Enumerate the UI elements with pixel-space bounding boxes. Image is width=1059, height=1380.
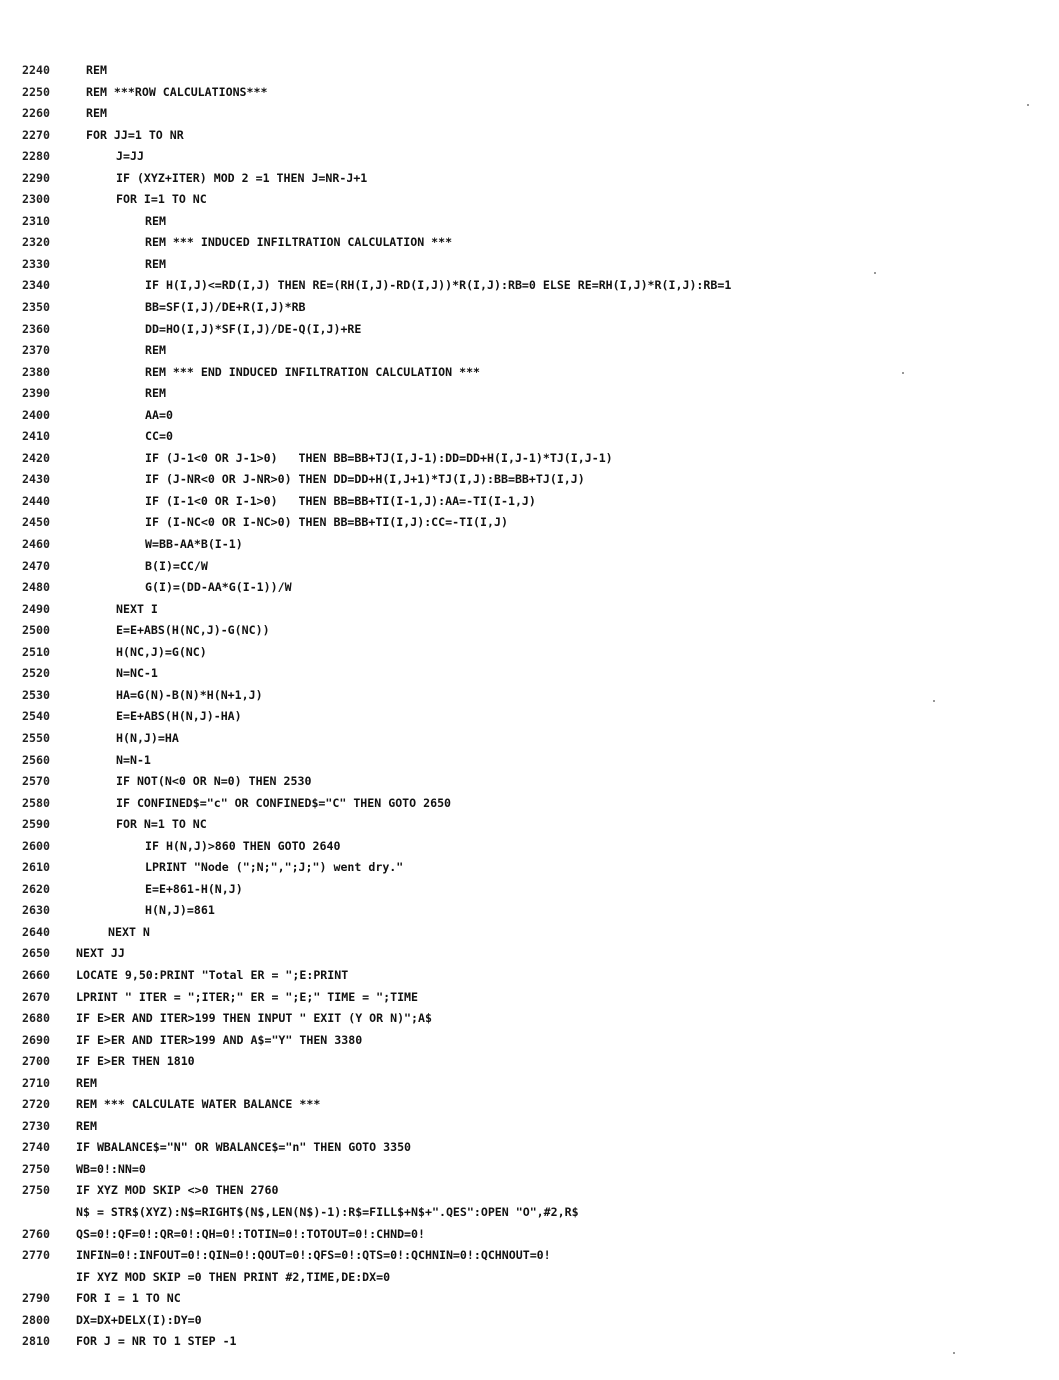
line-number: 2330 <box>22 256 50 271</box>
code-line <box>0 1008 1059 1030</box>
code-line <box>0 771 1059 793</box>
line-number: 2540 <box>22 709 50 724</box>
line-number: 2700 <box>22 1054 50 1069</box>
code-text: FOR I=1 TO NC <box>116 192 207 207</box>
code-text: IF WBALANCE$="N" OR WBALANCE$="n" THEN GOTO 3350 <box>76 1140 412 1155</box>
line-number: 2600 <box>22 838 50 853</box>
code-text: IF H(N,J)>860 THEN GOTO 2640 <box>145 838 341 853</box>
code-text: E=E+861-H(N,J) <box>145 881 243 896</box>
line-number: 2240 <box>22 63 50 77</box>
code-line <box>0 1051 1059 1073</box>
line-number: 2610 <box>22 860 50 875</box>
line-number: 2740 <box>22 1140 50 1155</box>
code-text: IF NOT(N<0 OR N=0) THEN 2530 <box>116 774 312 789</box>
code-line <box>0 663 1059 685</box>
code-text: REM <box>86 63 107 77</box>
code-text: NEXT I <box>116 601 158 616</box>
scan-speck <box>1027 104 1029 106</box>
code-line <box>0 275 1059 297</box>
line-number: 2420 <box>22 450 50 465</box>
line-number: 2800 <box>22 1312 50 1327</box>
code-text: CC=0 <box>145 429 173 444</box>
code-text: IF E>ER AND ITER>199 THEN INPUT " EXIT (Y OR N)";A$ <box>76 1011 432 1026</box>
code-line <box>0 836 1059 858</box>
code-line <box>0 620 1059 642</box>
code-line <box>0 900 1059 922</box>
code-line <box>0 1073 1059 1095</box>
line-number: 2570 <box>22 774 50 789</box>
code-text: IF E>ER AND ITER>199 AND A$="Y" THEN 3380 <box>76 1032 363 1047</box>
line-number: 2430 <box>22 472 50 487</box>
code-text: IF (XYZ+ITER) MOD 2 =1 THEN J=NR-J+1 <box>116 170 368 185</box>
code-text: E=E+ABS(H(N,J)-HA) <box>116 709 242 724</box>
line-number: 2810 <box>22 1334 50 1349</box>
code-line <box>0 1030 1059 1052</box>
line-number: 2450 <box>22 515 50 530</box>
code-line <box>0 556 1059 578</box>
line-number: 2660 <box>22 967 50 982</box>
line-number: 2300 <box>22 192 50 207</box>
line-number: 2670 <box>22 989 50 1004</box>
code-text: J=JJ <box>116 149 144 164</box>
code-listing <box>0 60 1059 1353</box>
code-line <box>0 254 1059 276</box>
line-number: 2290 <box>22 170 50 185</box>
line-number: 2510 <box>22 644 50 659</box>
code-text: N$ = STR$(XYZ):N$=RIGHT$(N$,LEN(N$)-1):R$=FILL$+N$+".QES":OPEN "O",#2,R$ <box>76 1204 579 1219</box>
code-text: REM <box>145 343 166 358</box>
code-text: QS=0!:QF=0!:QR=0!:QH=0!:TOTIN=0!:TOTOUT=0!:CHND=0! <box>76 1226 426 1241</box>
line-number: 2630 <box>22 903 50 918</box>
code-line <box>0 340 1059 362</box>
line-number: 2370 <box>22 343 50 358</box>
code-line <box>0 599 1059 621</box>
line-number: 2380 <box>22 364 50 379</box>
scan-speck <box>933 700 935 702</box>
code-line <box>0 1331 1059 1353</box>
code-line <box>0 297 1059 319</box>
code-line <box>0 1224 1059 1246</box>
code-text: REM <box>145 213 166 228</box>
code-line <box>0 469 1059 491</box>
code-text: INFIN=0!:INFOUT=0!:QIN=0!:QOUT=0!:QFS=0!:QTS=0!:QCHNIN=0!:QCHNOUT=0! <box>76 1248 551 1263</box>
code-text: FOR N=1 TO NC <box>116 817 207 832</box>
code-text: NEXT JJ <box>76 946 125 961</box>
code-text: WB=0!:NN=0 <box>76 1161 146 1176</box>
code-line <box>0 879 1059 901</box>
line-number: 2470 <box>22 558 50 573</box>
code-text: FOR J = NR TO 1 STEP -1 <box>76 1334 237 1349</box>
line-number: 2550 <box>22 730 50 745</box>
line-number: 2250 <box>22 84 50 99</box>
line-number: 2530 <box>22 687 50 702</box>
line-number: 2400 <box>22 407 50 422</box>
code-text: IF CONFINED$="c" OR CONFINED$="C" THEN GOTO 2650 <box>116 795 452 810</box>
line-number: 2640 <box>22 924 50 939</box>
code-text: E=E+ABS(H(NC,J)-G(NC)) <box>116 623 270 638</box>
code-text: B(I)=CC/W <box>145 558 208 573</box>
code-line <box>0 448 1059 470</box>
code-text: AA=0 <box>145 407 173 422</box>
code-text: H(N,J)=HA <box>116 730 179 745</box>
code-line <box>0 1180 1059 1202</box>
scan-speck <box>874 272 876 274</box>
scan-speck <box>902 372 904 374</box>
line-number: 2320 <box>22 235 50 250</box>
code-line <box>0 814 1059 836</box>
line-number: 2560 <box>22 752 50 767</box>
code-line <box>0 1288 1059 1310</box>
line-number: 2520 <box>22 666 50 681</box>
code-text: NEXT N <box>108 924 150 939</box>
code-line <box>0 943 1059 965</box>
line-number: 2680 <box>22 1011 50 1026</box>
code-line <box>0 211 1059 233</box>
code-line <box>0 103 1059 125</box>
code-text: LPRINT "Node (";N;",";J;") went dry." <box>145 860 404 875</box>
line-number: 2270 <box>22 127 50 142</box>
code-line <box>0 512 1059 534</box>
code-line <box>0 383 1059 405</box>
code-text: REM <box>76 1118 97 1133</box>
code-text: H(N,J)=861 <box>145 903 215 918</box>
line-number: 2750 <box>22 1183 50 1198</box>
line-number: 2500 <box>22 623 50 638</box>
code-line <box>0 750 1059 772</box>
code-text: N=NC-1 <box>116 666 158 681</box>
code-line <box>0 577 1059 599</box>
code-line <box>0 922 1059 944</box>
code-line <box>0 491 1059 513</box>
line-number: 2620 <box>22 881 50 896</box>
code-line <box>0 534 1059 556</box>
code-text: REM <box>86 106 107 121</box>
code-line <box>0 82 1059 104</box>
code-line <box>0 426 1059 448</box>
line-number: 2580 <box>22 795 50 810</box>
line-number: 2390 <box>22 386 50 401</box>
code-text: REM <box>145 256 166 271</box>
code-line <box>0 168 1059 190</box>
code-text: DD=HO(I,J)*SF(I,J)/DE-Q(I,J)+RE <box>145 321 362 336</box>
line-number: 2710 <box>22 1075 50 1090</box>
line-number: 2650 <box>22 946 50 961</box>
code-text: IF XYZ MOD SKIP =0 THEN PRINT #2,TIME,DE:DX=0 <box>76 1269 391 1284</box>
code-text: REM *** CALCULATE WATER BALANCE *** <box>76 1097 321 1112</box>
code-text: REM *** END INDUCED INFILTRATION CALCULATION *** <box>145 364 481 379</box>
line-number: 2770 <box>22 1248 50 1263</box>
code-text: G(I)=(DD-AA*G(I-1))/W <box>145 580 292 595</box>
code-line <box>0 728 1059 750</box>
code-line <box>0 362 1059 384</box>
code-text: W=BB-AA*B(I-1) <box>145 537 243 552</box>
code-line <box>0 642 1059 664</box>
line-number: 2260 <box>22 106 50 121</box>
code-text: H(NC,J)=G(NC) <box>116 644 207 659</box>
line-number: 2350 <box>22 300 50 315</box>
code-line <box>0 857 1059 879</box>
code-text: DX=DX+DELX(I):DY=0 <box>76 1312 202 1327</box>
line-number: 2590 <box>22 817 50 832</box>
code-line <box>0 125 1059 147</box>
code-text: BB=SF(I,J)/DE+R(I,J)*RB <box>145 300 306 315</box>
line-number: 2440 <box>22 493 50 508</box>
code-text: IF XYZ MOD SKIP <>0 THEN 2760 <box>76 1183 279 1198</box>
code-text: REM <box>145 386 166 401</box>
code-line <box>0 1267 1059 1289</box>
code-line <box>0 319 1059 341</box>
line-number: 2340 <box>22 278 50 293</box>
line-number: 2720 <box>22 1097 50 1112</box>
code-line <box>0 965 1059 987</box>
code-line <box>0 987 1059 1009</box>
line-number: 2690 <box>22 1032 50 1047</box>
code-line <box>0 189 1059 211</box>
code-text: IF (I-NC<0 OR I-NC>0) THEN BB=BB+TI(I,J):CC=-TI(I,J) <box>145 515 508 530</box>
line-number: 2750 <box>22 1161 50 1176</box>
code-text: IF H(I,J)<=RD(I,J) THEN RE=(RH(I,J)-RD(I,J))*R(I,J):RB=0 ELSE RE=RH(I,J)*R(I,J):RB=1 <box>145 278 732 293</box>
code-text: REM *** INDUCED INFILTRATION CALCULATION *** <box>145 235 453 250</box>
code-line <box>0 1202 1059 1224</box>
code-line <box>0 1137 1059 1159</box>
code-line <box>0 1159 1059 1181</box>
code-text: IF E>ER THEN 1810 <box>76 1054 195 1069</box>
code-text: REM <box>76 1075 97 1090</box>
code-line <box>0 232 1059 254</box>
line-number: 2310 <box>22 213 50 228</box>
line-number: 2480 <box>22 580 50 595</box>
line-number: 2760 <box>22 1226 50 1241</box>
code-line <box>0 706 1059 728</box>
line-number: 2460 <box>22 537 50 552</box>
code-text: FOR JJ=1 TO NR <box>86 127 184 142</box>
code-line <box>0 1094 1059 1116</box>
code-text: IF (J-1<0 OR J-1>0) THEN BB=BB+TJ(I,J-1):DD=DD+H(I,J-1)*TJ(I,J-1) <box>145 450 613 465</box>
line-number: 2360 <box>22 321 50 336</box>
code-line <box>0 405 1059 427</box>
code-text: LPRINT " ITER = ";ITER;" ER = ";E;" TIME = ";TIME <box>76 989 419 1004</box>
code-line <box>0 793 1059 815</box>
code-line <box>0 146 1059 168</box>
code-text: N=N-1 <box>116 752 151 767</box>
code-text: IF (J-NR<0 OR J-NR>0) THEN DD=DD+H(I,J+1)*TJ(I,J):BB=BB+TJ(I,J) <box>145 472 585 487</box>
code-text: FOR I = 1 TO NC <box>76 1291 181 1306</box>
line-number: 2410 <box>22 429 50 444</box>
line-number: 2280 <box>22 149 50 164</box>
code-text: REM ***ROW CALCULATIONS*** <box>86 84 268 99</box>
code-text: HA=G(N)-B(N)*H(N+1,J) <box>116 687 263 702</box>
code-line <box>0 1245 1059 1267</box>
code-line <box>0 1310 1059 1332</box>
code-line <box>0 1116 1059 1138</box>
line-number: 2490 <box>22 601 50 616</box>
line-number: 2730 <box>22 1118 50 1133</box>
line-number: 2790 <box>22 1291 50 1306</box>
code-line <box>0 60 1059 82</box>
scan-speck <box>953 1352 955 1354</box>
code-line <box>0 685 1059 707</box>
code-text: LOCATE 9,50:PRINT "Total ER = ";E:PRINT <box>76 967 349 982</box>
code-text: IF (I-1<0 OR I-1>0) THEN BB=BB+TI(I-1,J):AA=-TI(I-1,J) <box>145 493 536 508</box>
